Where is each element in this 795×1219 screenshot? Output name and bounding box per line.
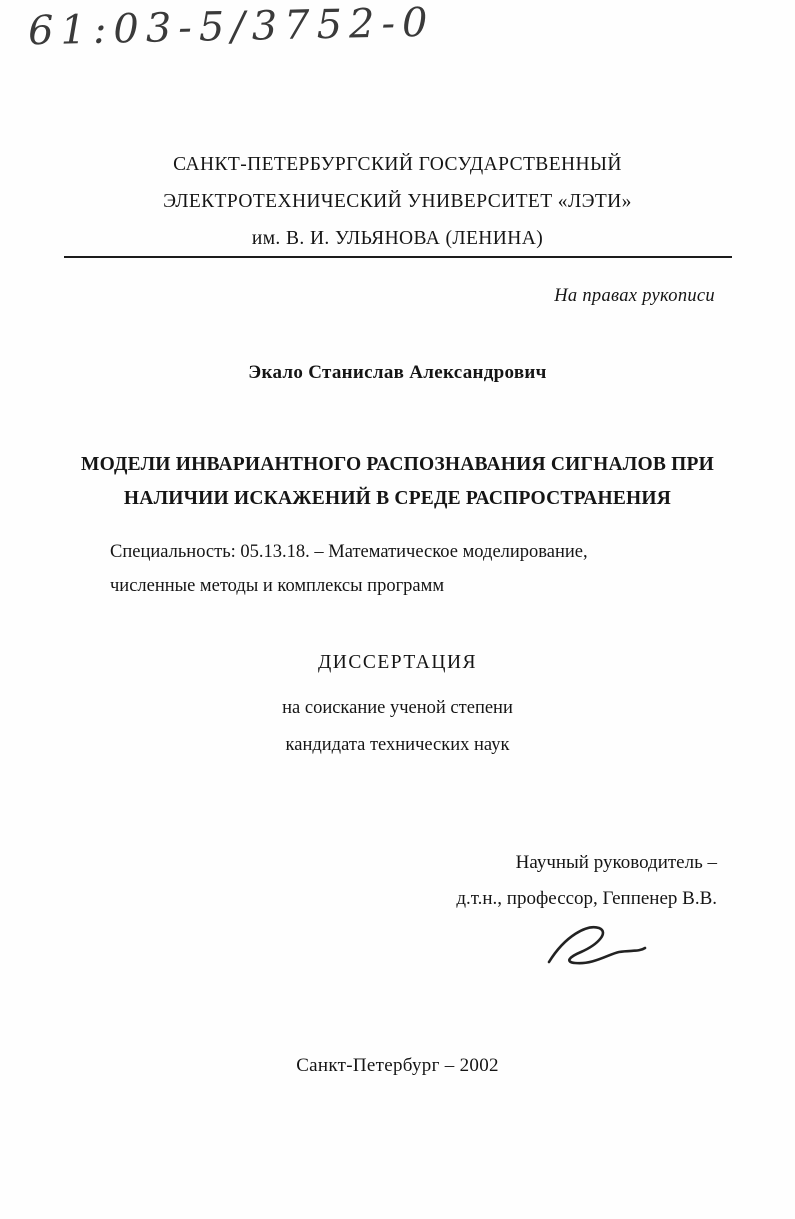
specialty-line-2: численные методы и комплексы программ (110, 576, 445, 596)
title-line-1: МОДЕЛИ ИНВАРИАНТНОГО РАСПОЗНАВАНИЯ СИГНАЛОВ ПРИ (81, 454, 714, 475)
degree-line-2: кандидата технических наук (285, 735, 510, 755)
manuscript-rights-note: На правах рукописи (554, 286, 715, 306)
university-header (0, 146, 795, 257)
specialty-block (110, 535, 710, 603)
handwritten-catalog-number: 61:03-5/3752-0 (27, 0, 435, 55)
university-line-1: САНКТ-ПЕТЕРБУРГСКИЙ ГОСУДАРСТВЕННЫЙ (173, 154, 622, 175)
title-line-2: НАЛИЧИИ ИСКАЖЕНИЙ В СРЕДЕ РАСПРОСТРАНЕНИЯ (123, 488, 672, 509)
degree-block (0, 690, 795, 764)
university-line-2: ЭЛЕКТРОТЕХНИЧЕСКИЙ УНИВЕРСИТЕТ «ЛЭТИ» (163, 191, 632, 212)
city-year-footer: Санкт-Петербург – 2002 (296, 1055, 499, 1076)
specialty-line-1: Специальность: 05.13.18. – Математическое моделирование, (110, 542, 588, 562)
author-name: Экало Станислав Александрович (248, 362, 547, 383)
advisor-block (456, 845, 717, 917)
degree-line-1: на соискание ученой степени (282, 698, 513, 718)
document-type-label: ДИССЕРТАЦИЯ (317, 652, 478, 673)
dissertation-title (0, 448, 795, 516)
advisor-line-2: д.т.н., профессор, Геппенер В.В. (456, 888, 717, 909)
university-line-3: им. В. И. УЛЬЯНОВА (ЛЕНИНА) (251, 228, 544, 249)
advisor-line-1: Научный руководитель – (515, 852, 717, 873)
horizontal-rule (64, 256, 732, 258)
advisor-signature-icon (535, 918, 665, 980)
